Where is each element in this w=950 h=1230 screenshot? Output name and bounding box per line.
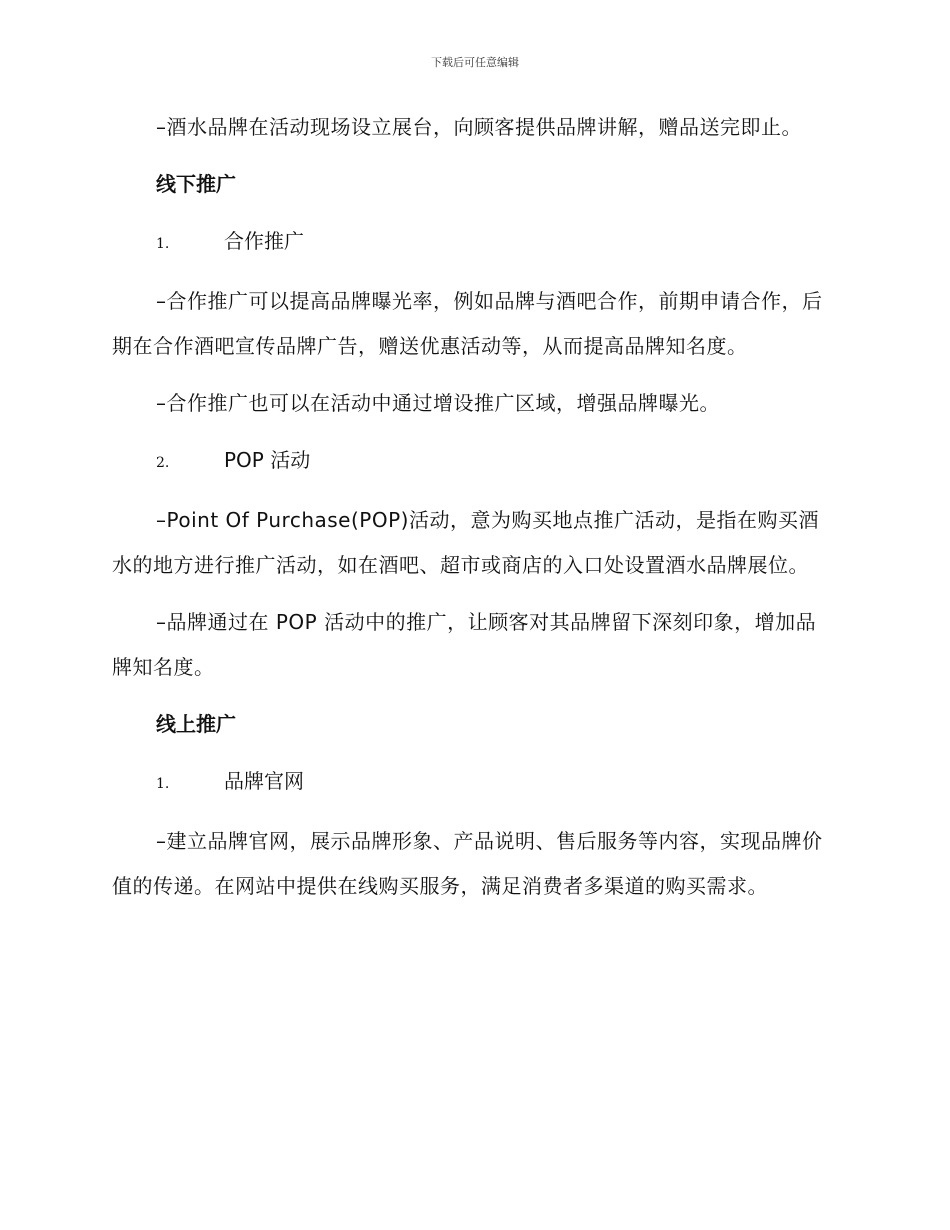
list-item-label: 合作推广: [224, 229, 304, 253]
list-number: 1.: [156, 776, 170, 792]
list-number: 1.: [156, 236, 170, 252]
paragraph-cooperation-1: –合作推广可以提高品牌曝光率，例如品牌与酒吧合作，前期申请合作，后期在合作酒吧宣传品牌广告，赠送优惠活动等，从而提高品牌知名度。: [112, 289, 823, 358]
page-header: 下载后可任意编辑: [431, 56, 519, 69]
paragraph-website: –建立品牌官网，展示品牌形象、产品说明、售后服务等内容，实现品牌价值的传递。在网站中提供在线购买服务，满足消费者多渠道的购买需求。: [112, 829, 823, 898]
list-item-cooperation: [112, 219, 832, 267]
paragraph-cooperation-2: –合作推广也可以在活动中通过增设推广区域，增强品牌曝光。: [156, 391, 720, 415]
list-item-website: [112, 759, 832, 807]
section-heading-offline: 线下推广: [156, 172, 236, 196]
paragraph-pop-2: –品牌通过在 POP 活动中的推广，让顾客对其品牌留下深刻印象，增加品牌知名度。: [112, 610, 817, 679]
document-body: [112, 105, 832, 921]
list-item-label: 品牌官网: [224, 769, 304, 793]
list-item-pop: [112, 438, 832, 486]
list-item-label: POP 活动: [224, 448, 311, 472]
paragraph-pop-1: –Point Of Purchase(POP)活动，意为购买地点推广活动，是指在购买酒水的地方进行推广活动，如在酒吧、超市或商店的入口处设置酒水品牌展位。: [112, 508, 819, 577]
list-number: 2.: [156, 455, 170, 471]
section-heading-online: 线上推广: [156, 712, 236, 736]
paragraph-booth: –酒水品牌在活动现场设立展台，向顾客提供品牌讲解，赠品送完即止。: [156, 115, 802, 139]
